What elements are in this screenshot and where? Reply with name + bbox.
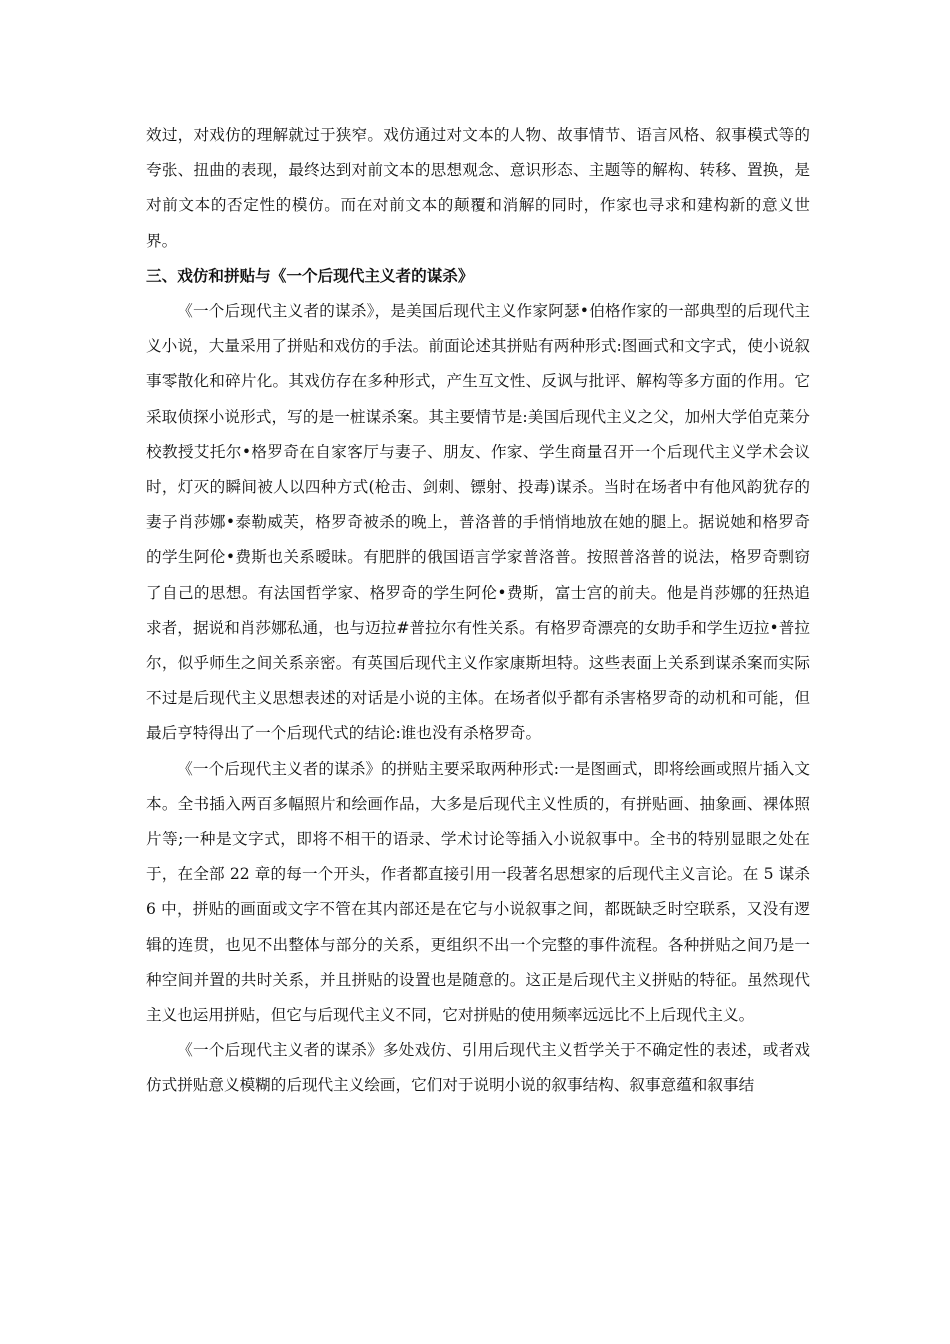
- document-page: [146, 118, 810, 1104]
- paragraph-parody-uses: 《一个后现代主义者的谋杀》多处戏仿、引用后现代主义哲学关于不确定性的表述，或者戏仿式拼贴意义模糊的后现代主义绘画，它们对于说明小说的叙事结构、叙事意蕴和叙事结: [146, 1041, 810, 1095]
- paragraph-continued: 效过，对戏仿的理解就过于狭窄。戏仿通过对文本的人物、故事情节、语言风格、叙事模式等的夸张、扭曲的表现，最终达到对前文本的思想观念、意识形态、主题等的解构、转移、置换，是对前文本的否定性的模仿。而在对前文本的颠覆和消解的同时，作家也寻求和建构新的意义世界。: [146, 126, 810, 250]
- section-heading: 三、戏仿和拼贴与《一个后现代主义者的谋杀》: [146, 266, 474, 285]
- paragraph-plot-summary: 《一个后现代主义者的谋杀》，是美国后现代主义作家阿瑟•伯格作家的一部典型的后现代主义小说，大量采用了拼贴和戏仿的手法。前面论述其拼贴有两种形式:图画式和文字式，使小说叙事零散化和碎片化。其戏仿存在多种形式，产生互文性、反讽与批评、解构等多方面的作用。它采取侦探小说形式，写的是一桩谋杀案。其主要情节是:美国后现代主义之父，加州大学伯克莱分校教授艾托尔•格罗奇在自家客厅与妻子、朋友、作家、学生商量召开一个后现代主义学术会议时，灯灭的瞬间被人以四种方式(枪击、剑刺、镖射、投毒)谋杀。当时在场者中有他风韵犹存的妻子肖莎娜•泰勒威芙，格罗奇被杀的晚上，普洛普的手悄悄地放在她的腿上。据说她和格罗奇的学生阿伦•费斯也关系暧昧。有肥胖的俄国语言学家普洛普。按照普洛普的说法，格罗奇剽窃了自己的思想。有法国哲学家、格罗奇的学生阿伦•费斯，富士宫的前夫。他是肖莎娜的狂热追求者，据说和肖莎娜私通，也与迈拉#普拉尔有性关系。有格罗奇漂亮的女助手和学生迈拉•普拉尔，似乎师生之间关系亲密。有英国后现代主义作家康斯坦特。这些表面上关系到谋杀案而实际不过是后现代主义思想表述的对话是小说的主体。在场者似乎都有杀害格罗奇的动机和可能，但最后亨特得出了一个后现代式的结论:谁也没有杀格罗奇。: [146, 302, 810, 743]
- paragraph-collage-forms: 《一个后现代主义者的谋杀》的拼贴主要采取两种形式:一是图画式，即将绘画或照片插入文本。全书插入两百多幅照片和绘画作品，大多是后现代主义性质的，有拼贴画、抽象画、裸体照片等;一种是文字式，即将不相干的语录、学术讨论等插入小说叙事中。全书的特别显眼之处在于，在全部 22 章的每一个开头，作者都直接引用一段著名思想家的后现代主义言论。在 5 谋杀 6 中，拼贴的画面或文字不管在其内部还是在它与小说叙事之间，都既缺乏时空联系，又没有逻辑的连贯，也见不出整体与部分的关系，更组织不出一个完整的事件流程。各种拼贴之间乃是一种空间并置的共时关系，并且拼贴的设置也是随意的。这正是后现代主义拼贴的特征。虽然现代主义也运用拼贴，但它与后现代主义不同，它对拼贴的使用频率远远比不上后现代主义。: [146, 759, 810, 1025]
